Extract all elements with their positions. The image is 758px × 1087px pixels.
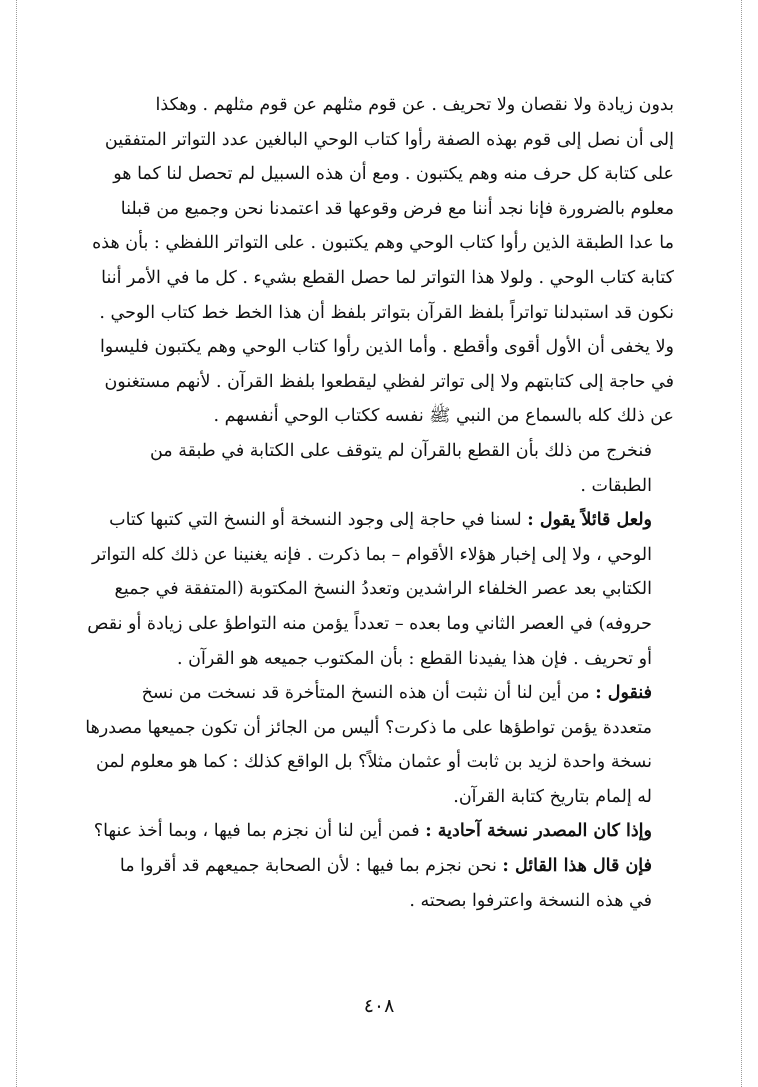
text-line-rest: من أين لنا أن نثبت أن هذه النسخ المتأخرة قد نسخت من نسخ [141,683,590,704]
text-line: حروفه) في العصر الثاني وما بعده – تعدداً يؤمن منه التواطؤ على زيادة أو نقص [87,613,652,634]
text-line: ما عدا الطبقة الذين رأوا كتاب الوحي وهم يكتبون . على التواتر اللفظي : بأن هذه [92,233,674,254]
text-line-first [68,676,674,711]
scan-dotted-margin-right [741,0,742,1087]
text-line: أو تحريف . فإن هذا يفيدنا القطع : بأن المكتوب جميعه هو القرآن . [177,648,652,669]
paragraph-lead: فإن قال هذا القائل : [502,856,652,877]
text-line: في حاجة إلى كتابتهم ولا إلى تواتر لفظي ليقطعوا بلفظ القرآن . لأنهم مستغنون [104,371,674,392]
page-number: ٤٠٨ [363,995,395,1017]
paragraph-6 [68,849,674,918]
text-line-rest: لسنا في حاجة إلى وجود النسخة أو النسخ التي كتبها كتاب [109,510,522,531]
paragraph-1 [68,88,674,434]
paragraph-3 [68,503,674,676]
text-line: ولا يخفى أن الأول أقوى وأقطع . وأما الذين رأوا كتاب الوحي وهم يكتبون فليسوا [99,337,674,358]
text-line: كتابة كتاب الوحي . ولولا هذا التواتر لما حصل القطع بشيء . كل ما في الأمر أننا [101,267,674,288]
scan-dotted-margin-left [16,0,17,1087]
text-line: الكتابي بعد عصر الخلفاء الراشدين وتعددُ النسخ المكتوبة (المتفقة في جميع [114,579,652,600]
text-line: الطبقات . [580,475,652,496]
text-line: معلوم بالضرورة فإنا نجد أننا مع فرض وقوعها قد اعتمدنا نحن وجميع من قبلنا [120,198,674,219]
paragraph-lead: فنقول : [595,683,652,704]
text-line: له إلمام بتاريخ كتابة القرآن. [453,786,652,807]
paragraph-lead: ولعل قائلاً يقول : [527,510,652,531]
text-line: نسخة واحدة لزيد بن ثابت أو عثمان مثلاً؟ بل الواقع كذلك : كما هو معلوم لمن [95,752,652,773]
page-body-text [68,88,674,918]
text-line: الوحي ، ولا إلى إخبار هؤلاء الأقوام – بما ذكرت . فإنه يغنينا عن ذلك كله التواتر [91,544,652,565]
text-line: على كتابة كل حرف منه وهم يكتبون . ومع أن هذه السبيل لم تحصل لنا كما هو [113,164,674,185]
text-line: نكون قد استبدلنا تواتراً بلفظ القرآن بتواتر بلفظ أن هذا الخط خط كتاب الوحي . [99,302,674,323]
text-line-first [68,814,674,849]
paragraph-5 [68,814,674,849]
paragraph-4 [68,676,674,814]
text-line: إلى أن نصل إلى قوم بهذه الصفة رأوا كتاب الوحي البالغين عدد التواتر المتفقين [104,129,674,150]
text-line: في هذه النسخة واعترفوا بصحته . [409,890,652,911]
text-line-first [68,503,674,538]
text-line-rest: نحن نجزم بما فيها : لأن الصحابة جميعهم قد أقروا ما [119,856,497,877]
text-line: فنخرج من ذلك بأن القطع بالقرآن لم يتوقف على الكتابة في طبقة من [149,440,652,461]
text-line: متعددة يؤمن تواطؤها على ما ذكرت؟ أليس من الجائز أن تكون جميعها مصدرها [85,717,652,738]
paragraph-2 [68,434,674,503]
text-line: عن ذلك كله بالسماع من النبي ﷺ نفسه ككتاب الوحي أنفسهم . [213,406,674,427]
text-line-first [68,849,674,884]
text-line-rest: فمن أين لنا أن نجزم بما فيها ، وبما أخذ عنها؟ [93,821,420,842]
paragraph-lead: وإذا كان المصدر نسخة آحادية : [425,821,652,842]
text-line: بدون زيادة ولا نقصان ولا تحريف . عن قوم مثلهم عن قوم مثلهم . وهكذا [155,95,674,115]
